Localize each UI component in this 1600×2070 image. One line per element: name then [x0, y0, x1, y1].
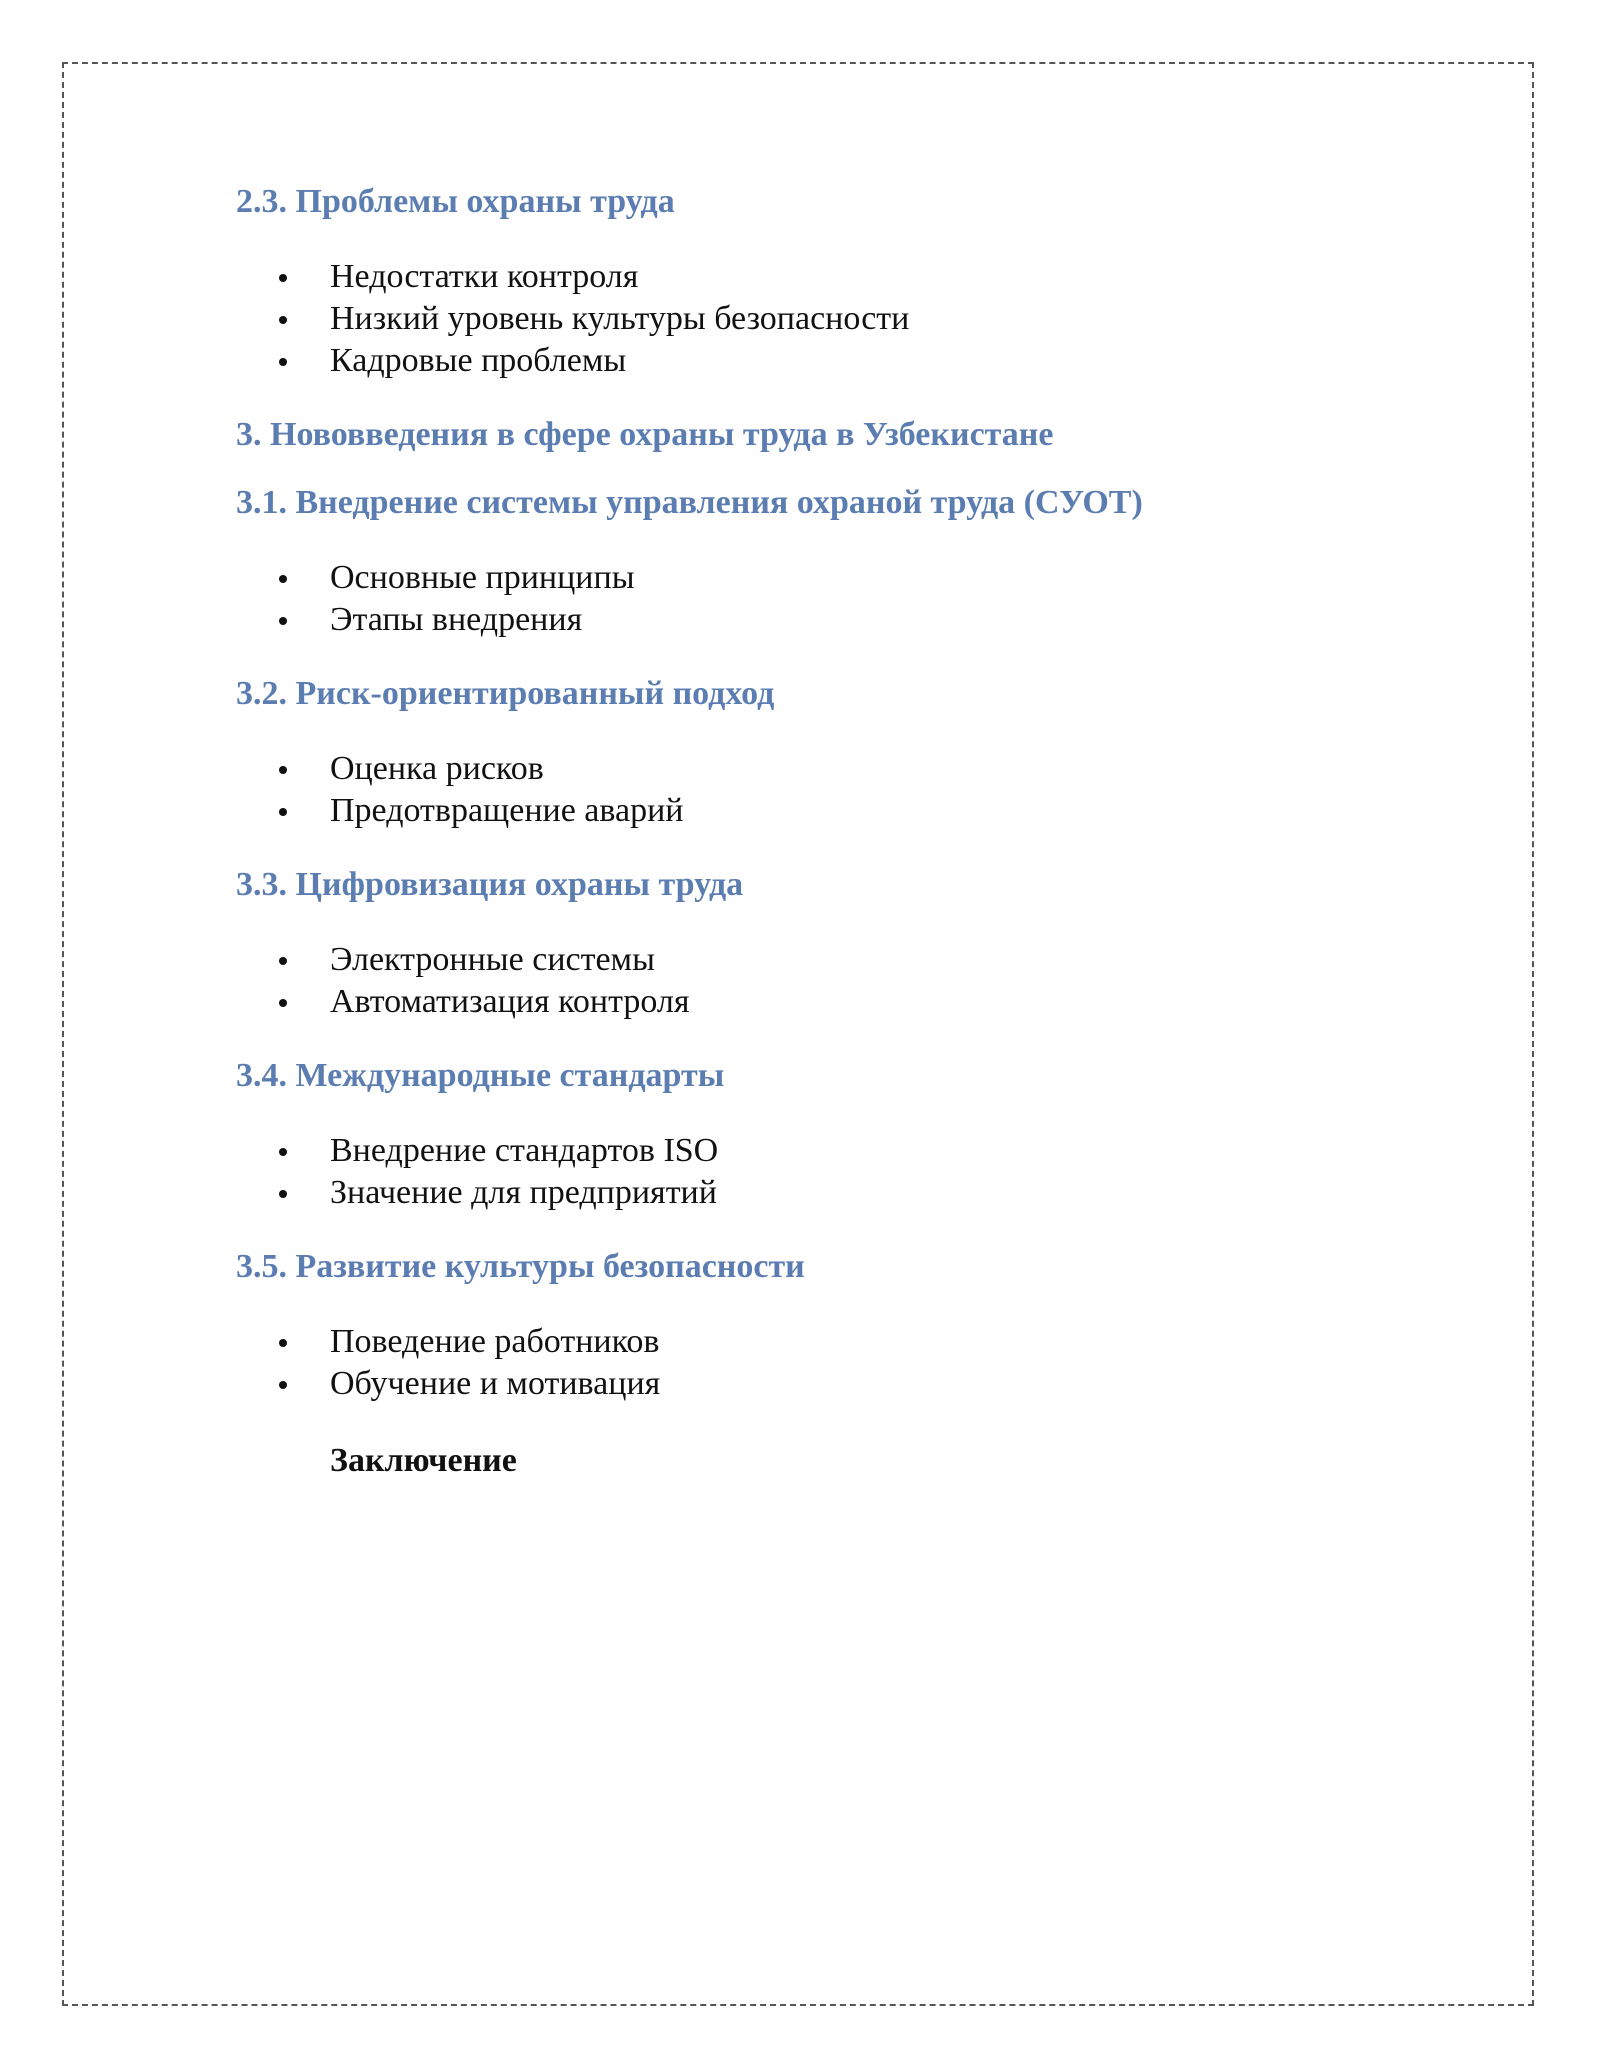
section-heading-3-1: 3.1. Внедрение системы управления охраной труда (СУОТ): [236, 484, 1143, 521]
list-item: Поведение работников: [236, 1321, 1436, 1363]
bullet-icon: [279, 1339, 287, 1347]
bullet-list-3-4: [236, 1130, 1436, 1214]
section-heading-3-2: 3.2. Риск-ориентированный подход: [236, 675, 775, 712]
bullet-icon: [279, 274, 287, 282]
list-item: Этапы внедрения: [236, 599, 1436, 641]
list-item: Кадровые проблемы: [236, 340, 1436, 382]
bullet-list-3-1: [236, 557, 1436, 641]
conclusion-heading: Заключение: [330, 1442, 517, 1479]
list-item: Предотвращение аварий: [236, 790, 1436, 832]
bullet-icon: [279, 1190, 287, 1198]
document-body: [236, 182, 1436, 1482]
bullet-icon: [279, 316, 287, 324]
bullet-icon: [279, 358, 287, 366]
bullet-icon: [279, 766, 287, 774]
list-item: Обучение и мотивация: [236, 1363, 1436, 1405]
list-item: Значение для предприятий: [236, 1172, 1436, 1214]
bullet-icon: [279, 575, 287, 583]
bullet-icon: [279, 957, 287, 965]
list-item: Внедрение стандартов ISO: [236, 1130, 1436, 1172]
bullet-list-3-3: [236, 939, 1436, 1023]
bullet-icon: [279, 617, 287, 625]
bullet-icon: [279, 999, 287, 1007]
section-heading-3-3: 3.3. Цифровизация охраны труда: [236, 866, 744, 903]
section-heading-3-5: 3.5. Развитие культуры безопасности: [236, 1248, 805, 1285]
bullet-icon: [279, 1381, 287, 1389]
bullet-icon: [279, 808, 287, 816]
list-item: Низкий уровень культуры безопасности: [236, 298, 1436, 340]
bullet-list-2-3: [236, 256, 1436, 382]
bullet-icon: [279, 1148, 287, 1156]
list-item: Электронные системы: [236, 939, 1436, 981]
section-heading-2-3: 2.3. Проблемы охраны труда: [236, 183, 675, 220]
list-item: Автоматизация контроля: [236, 981, 1436, 1023]
list-item: Недостатки контроля: [236, 256, 1436, 298]
list-item: Основные принципы: [236, 557, 1436, 599]
section-heading-3: 3. Нововведения в сфере охраны труда в Узбекистане: [236, 416, 1054, 453]
list-item: Оценка рисков: [236, 748, 1436, 790]
bullet-list-3-2: [236, 748, 1436, 832]
bullet-list-3-5: [236, 1321, 1436, 1405]
section-heading-3-4: 3.4. Международные стандарты: [236, 1057, 725, 1094]
